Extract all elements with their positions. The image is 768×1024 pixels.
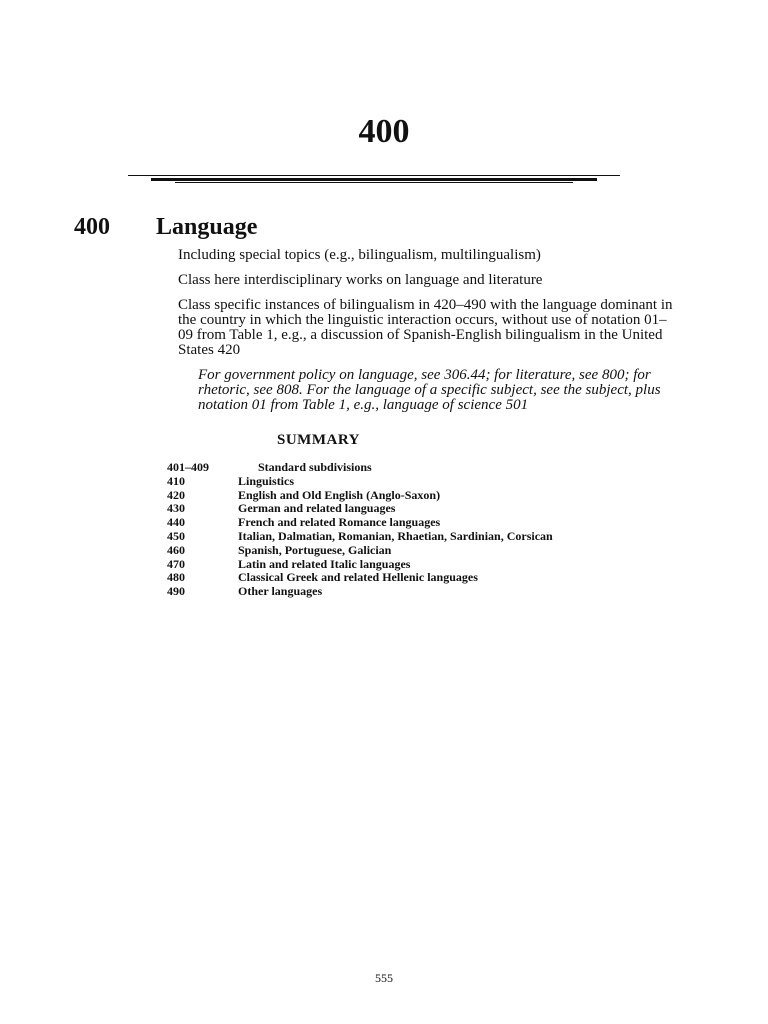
summary-label: German and related languages bbox=[238, 501, 396, 516]
summary-code: 450 bbox=[167, 528, 185, 543]
summary-label: English and Old English (Anglo-Saxon) bbox=[238, 487, 441, 502]
including-note: Including special topics (e.g., bilingualism, multilingualism) bbox=[178, 247, 541, 263]
summary-row bbox=[167, 516, 667, 530]
summary-code: 410 bbox=[167, 473, 185, 488]
page-number: 555 bbox=[375, 971, 393, 985]
summary-label: Linguistics bbox=[238, 473, 295, 488]
summary-code: 460 bbox=[167, 542, 185, 557]
class-elsewhere-note: Class specific instances of bilingualism in 420–490 with the language dominant in the country in which the linguistic interaction occurs, without use of notation 01–09 from Table 1, e.g., a discussion of Spanish-English bilingualism in the United States 420 bbox=[178, 297, 673, 358]
summary-label: Classical Greek and related Hellenic languages bbox=[238, 570, 478, 585]
summary-code: 440 bbox=[167, 515, 185, 530]
see-reference-note: For government policy on language, see 306.44; for literature, see 800; for rhetoric, see 808. For the language of a specific subject, see the subject, plus notation 01 from Table 1, e.g., language of science 501 bbox=[198, 367, 661, 413]
summary-row bbox=[167, 461, 667, 475]
summary-code: 430 bbox=[167, 501, 185, 516]
summary-row bbox=[167, 502, 667, 516]
summary-heading: SUMMARY bbox=[277, 432, 360, 448]
summary-row bbox=[167, 558, 667, 572]
summary-row bbox=[167, 530, 667, 544]
summary-code: 480 bbox=[167, 570, 185, 585]
summary-label: Latin and related Italic languages bbox=[238, 556, 411, 571]
summary-code: 490 bbox=[167, 584, 185, 599]
summary-row bbox=[167, 571, 667, 585]
summary-row bbox=[167, 585, 667, 599]
summary-code: 470 bbox=[167, 556, 185, 571]
summary-label: French and related Romance languages bbox=[238, 515, 441, 530]
summary-code: 401–409 bbox=[167, 460, 209, 474]
summary-label: Spanish, Portuguese, Galician bbox=[238, 542, 392, 557]
summary-row bbox=[167, 544, 667, 558]
summary-label: Italian, Dalmatian, Romanian, Rhaetian, Sardinian, Corsican bbox=[238, 528, 553, 543]
heading-rule-bottom bbox=[175, 182, 573, 183]
summary-label: Other languages bbox=[238, 584, 323, 599]
summary-code: 420 bbox=[167, 487, 185, 502]
summary-row bbox=[167, 475, 667, 489]
summary-label: Standard subdivisions bbox=[258, 460, 372, 474]
summary-list bbox=[167, 461, 667, 599]
heading-rule-top bbox=[128, 175, 620, 176]
section-title: Language bbox=[156, 214, 258, 240]
section-number: 400 bbox=[74, 214, 110, 240]
class-here-note: Class here interdisciplinary works on language and literature bbox=[178, 272, 543, 288]
heading-rule-middle bbox=[151, 178, 597, 181]
page-heading: 400 bbox=[358, 113, 410, 150]
summary-row bbox=[167, 489, 667, 503]
